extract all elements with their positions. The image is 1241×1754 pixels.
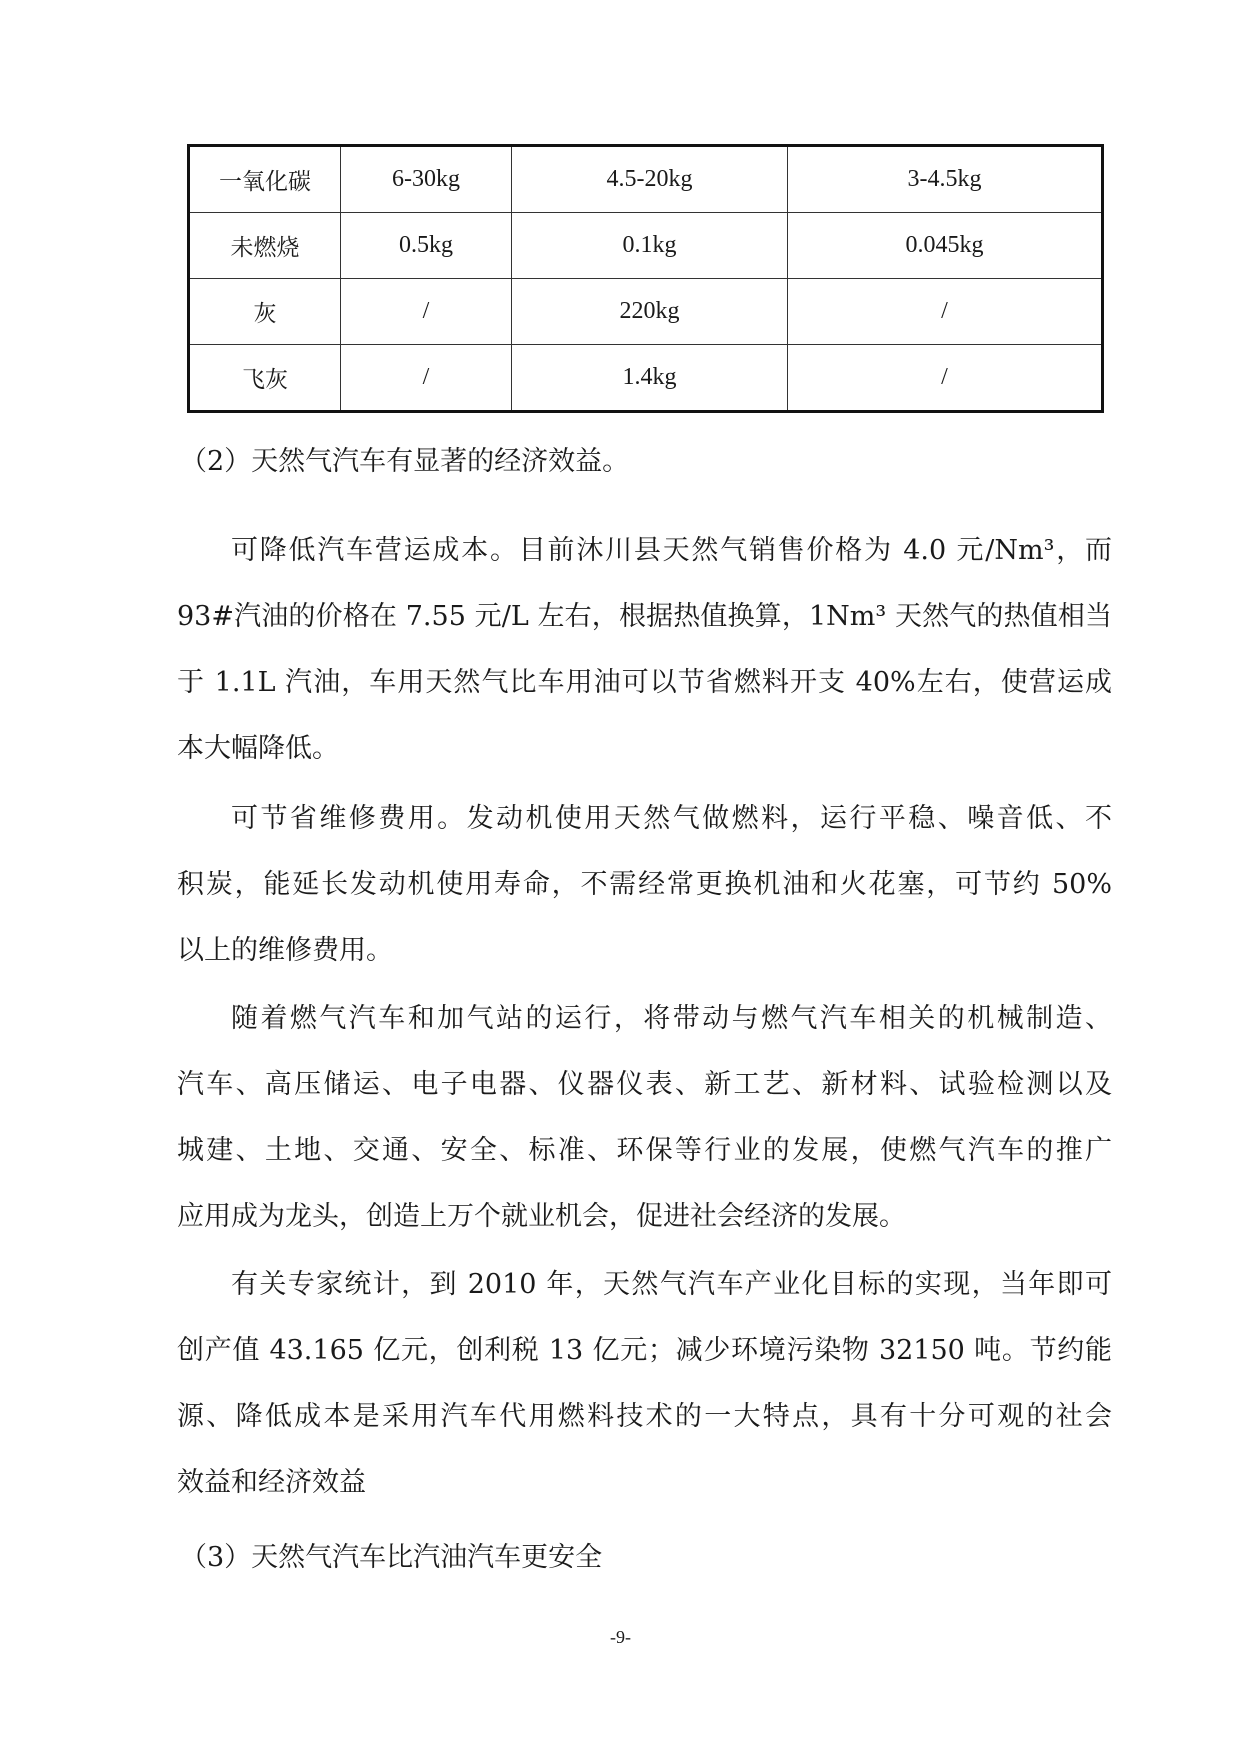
table-row [189,279,1103,345]
table-cell: 未燃烧 [189,213,341,279]
table-cell: / [341,345,512,412]
text-line: 汽车、高压储运、电子电器、仪器仪表、新工艺、新材料、试验检测以及 [177,1069,1112,1100]
text-line: 城建、土地、交通、安全、标准、环保等行业的发展，使燃气汽车的推广 [177,1135,1112,1166]
table-cell: 0.045kg [788,213,1103,279]
emissions-table [187,144,1104,413]
table-row [189,213,1103,279]
table-row [189,146,1103,213]
paragraph-statistics [177,1252,1112,1516]
text-line: 可节省维修费用。发动机使用天然气做燃料，运行平稳、噪音低、不 [231,803,1112,834]
page-number: -9- [610,1627,631,1647]
text-line: 以上的维修费用。 [177,935,393,966]
table-cell: 灰 [189,279,341,345]
text-line: 效益和经济效益 [177,1467,366,1498]
table-cell: 飞灰 [189,345,341,412]
text-line: 积炭，能延长发动机使用寿命，不需经常更换机油和火花塞，可节约 50% [177,869,1112,900]
table-cell: 1.4kg [512,345,788,412]
text-line: 93#汽油的价格在 7.55 元/L 左右，根据热值换算，1Nm³ 天然气的热值相当 [177,601,1112,632]
text-line: 有关专家统计，到 2010 年，天然气汽车产业化目标的实现，当年即可 [231,1269,1112,1300]
table-cell: 3-4.5kg [788,146,1103,213]
table-cell: 6-30kg [341,146,512,213]
table-cell: / [788,279,1103,345]
text-line: 本大幅降低。 [177,733,339,764]
paragraph-operating-cost [177,518,1112,782]
paragraph-industry [177,986,1112,1250]
text-line: 于 1.1L 汽油，车用天然气比车用油可以节省燃料开支 40%左右，使营运成 [177,667,1112,698]
paragraph-maintenance [177,786,1112,984]
text-line: 随着燃气汽车和加气站的运行，将带动与燃气汽车相关的机械制造、 [231,1003,1112,1034]
table-row [189,345,1103,412]
text-line: 应用成为龙头，创造上万个就业机会，促进社会经济的发展。 [177,1201,906,1232]
table-cell: 0.1kg [512,213,788,279]
text-line: 可降低汽车营运成本。目前沐川县天然气销售价格为 4.0 元/Nm³，而 [231,535,1112,566]
text-line: 创产值 43.165 亿元，创利税 13 亿元；减少环境污染物 32150 吨。节约能 [177,1335,1112,1366]
table-cell: 220kg [512,279,788,345]
section-heading: （3）天然气汽车比汽油汽车更安全 [180,1542,603,1573]
table-cell: 4.5-20kg [512,146,788,213]
table-cell: / [341,279,512,345]
text-line: 源、降低成本是采用汽车代用燃料技术的一大特点，具有十分可观的社会 [177,1401,1112,1432]
section-heading: （2）天然气汽车有显著的经济效益。 [180,446,630,477]
table-cell: / [788,345,1103,412]
table-cell: 一氧化碳 [189,146,341,213]
table-cell: 0.5kg [341,213,512,279]
